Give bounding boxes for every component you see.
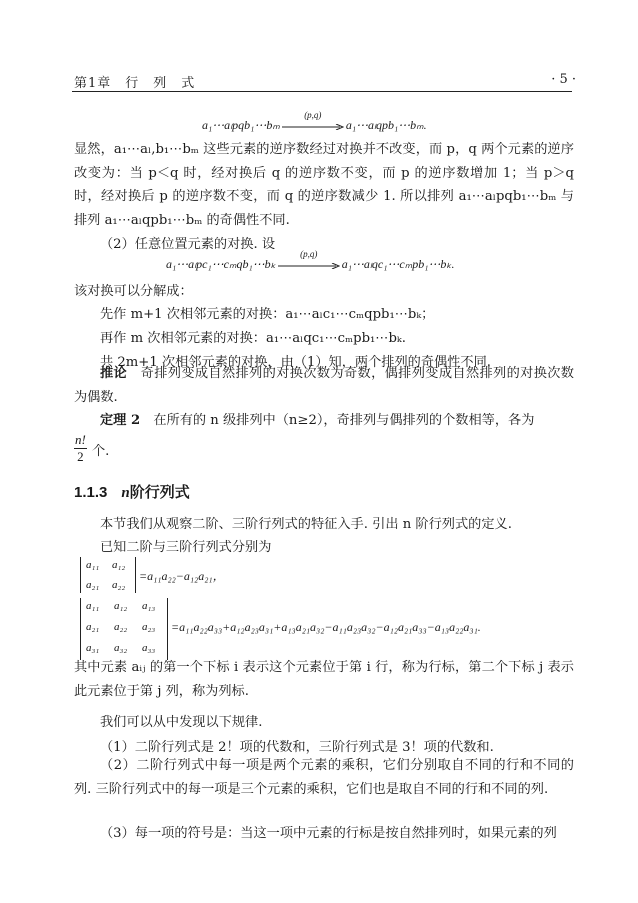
corollary-text: 奇排列变成自然排列的对换次数为奇数，偶排列变成自然排列的对换次数为偶数.: [74, 366, 574, 405]
header-rule: [72, 91, 572, 92]
arrow-label: (p,q): [304, 110, 322, 121]
theorem-2: [74, 409, 574, 433]
paragraph-rule-2: （2）二阶行列式中每一项是两个元素的乘积，它们分别取自不同的行和不同的列. 三阶行列式中的每一项是三个元素的乘积，它们也是取自不同的行和不同的列.: [74, 758, 574, 797]
corollary: [74, 362, 574, 409]
det-right-bar: [135, 557, 136, 593]
arrow-label: (p,q): [300, 249, 318, 260]
corollary-label: 推论: [100, 366, 128, 381]
paragraph-subscripts: 其中元素 aᵢⱼ 的第一个下标 i 表示这个元素位于第 i 行，称为行标，第二个下标 j 表示此元素位于第 j 列，称为列标.: [74, 660, 574, 699]
paragraph-known: 已知二阶与三阶行列式分别为: [100, 540, 272, 555]
fraction-numerator: n!: [75, 432, 86, 447]
det-cell: a₂₂: [112, 579, 126, 591]
paragraph-intro: 本节我们从观察二阶、三阶行列式的特征入手. 引出 n 阶行列式的定义.: [100, 517, 512, 532]
chapter-header: 第1章 行 列 式: [74, 76, 196, 91]
right-arrow-icon: [278, 263, 340, 269]
section-title: 阶行列式: [129, 484, 190, 501]
right-arrow-icon: [282, 124, 344, 130]
determinant-2x2: [80, 557, 136, 593]
det-cell: a₂₃: [142, 621, 156, 633]
fraction-denominator: 2: [77, 449, 84, 464]
section-heading: [74, 481, 190, 502]
theorem-label: 定理 2: [100, 413, 141, 428]
det-left-bar: [80, 598, 81, 660]
eq1-right: a₁⋯aₗqpb₁⋯bₘ.: [345, 118, 427, 132]
equation-transposition-adjacent: [202, 110, 427, 133]
fraction-n-factorial-over-2: [74, 432, 87, 465]
transposition-arrow: [282, 110, 344, 133]
det-left-bar: [80, 557, 81, 593]
transposition-arrow: [278, 249, 340, 272]
det-cell: a₃₁: [86, 642, 100, 654]
section-number: 1.1.3: [74, 484, 108, 501]
theorem-text: 在所有的 n 级排列中（n≥2），奇排列与偶排列的个数相等，各为: [140, 413, 535, 428]
paragraph-total: 共 2m+1 次相邻元素的对换，由（1）知，两个排列的奇偶性不同.: [100, 355, 491, 370]
paragraph-decompose: 该对换可以分解成：: [74, 284, 193, 299]
determinant-2x2-expansion: =a₁₁a₂₂−a₁₂a₂₁，: [139, 569, 225, 583]
paragraph-pattern: 我们可以从中发现以下规律.: [100, 715, 263, 730]
det-cell: a₁₂: [114, 600, 128, 612]
paragraph-rule-3: （3）每一项的符号是：当这一项中元素的行标是按自然排列时，如果元素的列: [100, 826, 557, 841]
det-cell: a₃₃: [142, 642, 156, 654]
determinant-3x3-expansion: =a₁₁a₂₂a₃₃+a₁₂a₂₃a₃₁+a₁₃a₂₁a₃₂−a₁₁a₂₃a₃₂−a₁₂a₂₁a₃₃−a₁₃a₂₂a₃₁.: [171, 620, 481, 634]
eq2-right: a₁⋯aₗqc₁⋯cₘpb₁⋯bₖ.: [341, 257, 455, 271]
section-n: n: [121, 485, 130, 501]
det-cell: a₁₃: [142, 600, 156, 612]
determinant-3x3: [80, 598, 168, 660]
eq2-left: a₁⋯aₗpc₁⋯cₘqb₁⋯bₖ: [166, 257, 276, 271]
det-right-bar: [167, 598, 168, 660]
det-cell: a₁₂: [112, 559, 126, 571]
paragraph-step-second: 再作 m 次相邻元素的对换：a₁⋯aₗqc₁⋯cₘpb₁⋯bₖ.: [100, 331, 406, 346]
equation-transposition-arbitrary: [166, 249, 455, 272]
det-cell: a₂₁: [86, 621, 100, 633]
paragraph-inversion-argument: 显然，a₁⋯aₗ,b₁⋯bₘ 这些元素的逆序数经过对换并不改变，而 p，q 两个元素的逆序改变为：当 p＜q 时，经对换后 q 的逆序数不变，而 p 的逆序数增加 1；当 p＞q 时，经对换后 p 的逆序数不变，而 q 的逆序数减少 1. 所以排列 a₁⋯aₗpqb₁⋯bₘ 与排列 a₁⋯aₗqpb₁⋯bₘ 的奇偶性不同.: [74, 142, 574, 228]
paragraph-rule-1: （1）二阶行列式是 2！项的代数和，三阶行列式是 3！项的代数和.: [100, 740, 494, 755]
fraction-suffix: 个.: [92, 444, 110, 459]
det-cell: a₁₁: [86, 559, 100, 571]
det-cell: a₂₁: [86, 579, 100, 591]
paragraph-arbitrary-transposition: （2）任意位置元素的对换. 设: [100, 237, 276, 252]
eq1-left: a₁⋯aₗpqb₁⋯bₘ: [202, 118, 280, 132]
det-cell: a₃₂: [114, 642, 128, 654]
det-cell: a₂₂: [114, 621, 128, 633]
page-number: · 5 ·: [551, 72, 576, 87]
det-cell: a₁₁: [86, 600, 100, 612]
paragraph-step-first: 先作 m+1 次相邻元素的对换：a₁⋯aₗc₁⋯cₘqpb₁⋯bₖ；: [100, 307, 435, 322]
